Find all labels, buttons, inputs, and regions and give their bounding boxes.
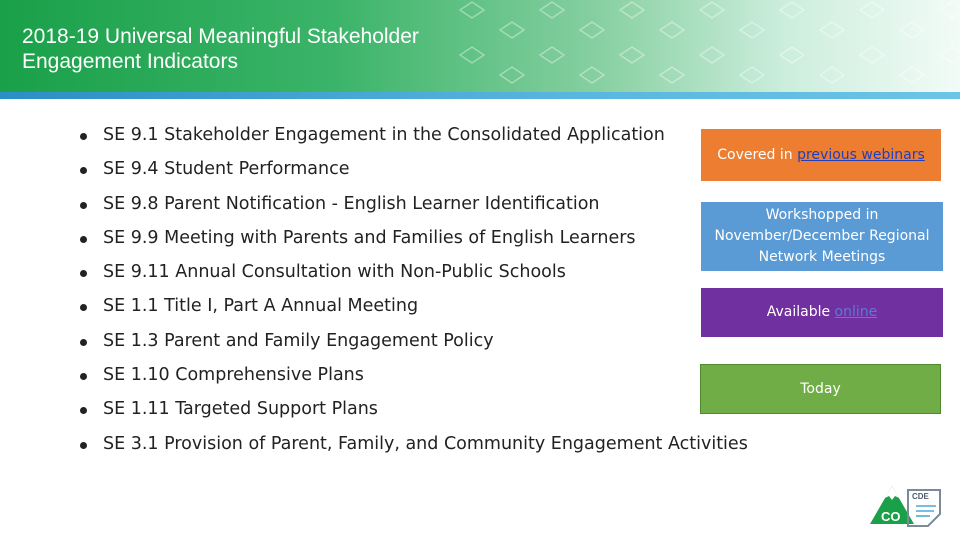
indicator-item — [80, 221, 748, 255]
header-banner — [0, 0, 960, 92]
indicator-text: SE 1.10 Comprehensive Plans — [103, 365, 364, 386]
indicator-item — [80, 255, 748, 289]
indicator-item — [80, 392, 748, 426]
callout-today — [700, 364, 941, 414]
indicator-text: SE 9.1 Stakeholder Engagement in the Consolidated Application — [103, 125, 665, 145]
indicator-text: SE 1.1 Title I, Part A Annual Meeting — [103, 296, 419, 317]
indicator-text: SE 9.11 Annual Consultation with Non-Public Schools — [103, 262, 566, 283]
page-title — [22, 24, 419, 74]
page-title-line2: Engagement Indicators — [22, 50, 238, 73]
header-accent-bar — [0, 92, 960, 99]
indicator-text: SE 3.1 Provision of Parent, Family, and Community Engagement Activities — [103, 433, 748, 454]
indicator-text: SE 9.4 Student Performance — [103, 159, 350, 180]
callout-workshopped-text: Workshopped in November/December Regional Network Meetings — [714, 207, 930, 265]
logo-co-text: CO — [881, 509, 901, 524]
callout-covered-prefix: Covered in — [717, 146, 798, 163]
bullet-dot-icon — [80, 270, 87, 277]
bullet-dot-icon — [80, 339, 87, 346]
indicator-item — [80, 118, 748, 152]
indicator-list — [80, 118, 748, 461]
callout-covered-text — [717, 145, 925, 166]
logo-stripes-icon — [916, 506, 936, 516]
page-title-line1: 2018-19 Universal Meaningful Stakeholder — [22, 25, 419, 48]
indicator-item — [80, 289, 748, 323]
indicator-item — [80, 427, 748, 461]
callout-covered — [701, 129, 941, 181]
indicator-item — [80, 187, 748, 221]
indicator-text: SE 1.11 Targeted Support Plans — [103, 399, 378, 420]
bullet-dot-icon — [80, 202, 87, 209]
callout-available-prefix: Available — [766, 304, 835, 320]
previous-webinars-link[interactable]: previous webinars — [797, 146, 925, 163]
callout-workshopped — [701, 202, 943, 271]
bullet-dot-icon — [80, 442, 87, 449]
online-link[interactable]: online — [834, 304, 878, 320]
bullet-dot-icon — [80, 373, 87, 380]
callout-available-text — [767, 302, 878, 323]
callout-available — [701, 288, 943, 337]
logo-cde-text: CDE — [912, 492, 929, 501]
bullet-dot-icon — [80, 407, 87, 414]
header-pattern-decoration — [440, 0, 960, 92]
cde-colorado-logo — [868, 484, 944, 528]
callout-today-text: Today — [800, 380, 841, 397]
indicator-text: SE 9.8 Parent Notification - English Learner Identification — [103, 193, 600, 214]
indicator-item — [80, 152, 748, 186]
indicator-text: SE 1.3 Parent and Family Engagement Policy — [103, 330, 494, 351]
indicator-item — [80, 324, 748, 358]
indicator-item — [80, 358, 748, 392]
bullet-dot-icon — [80, 236, 87, 243]
indicator-text: SE 9.9 Meeting with Parents and Families of English Learners — [103, 227, 636, 248]
bullet-dot-icon — [80, 133, 87, 140]
bullet-dot-icon — [80, 304, 87, 311]
bullet-dot-icon — [80, 167, 87, 174]
